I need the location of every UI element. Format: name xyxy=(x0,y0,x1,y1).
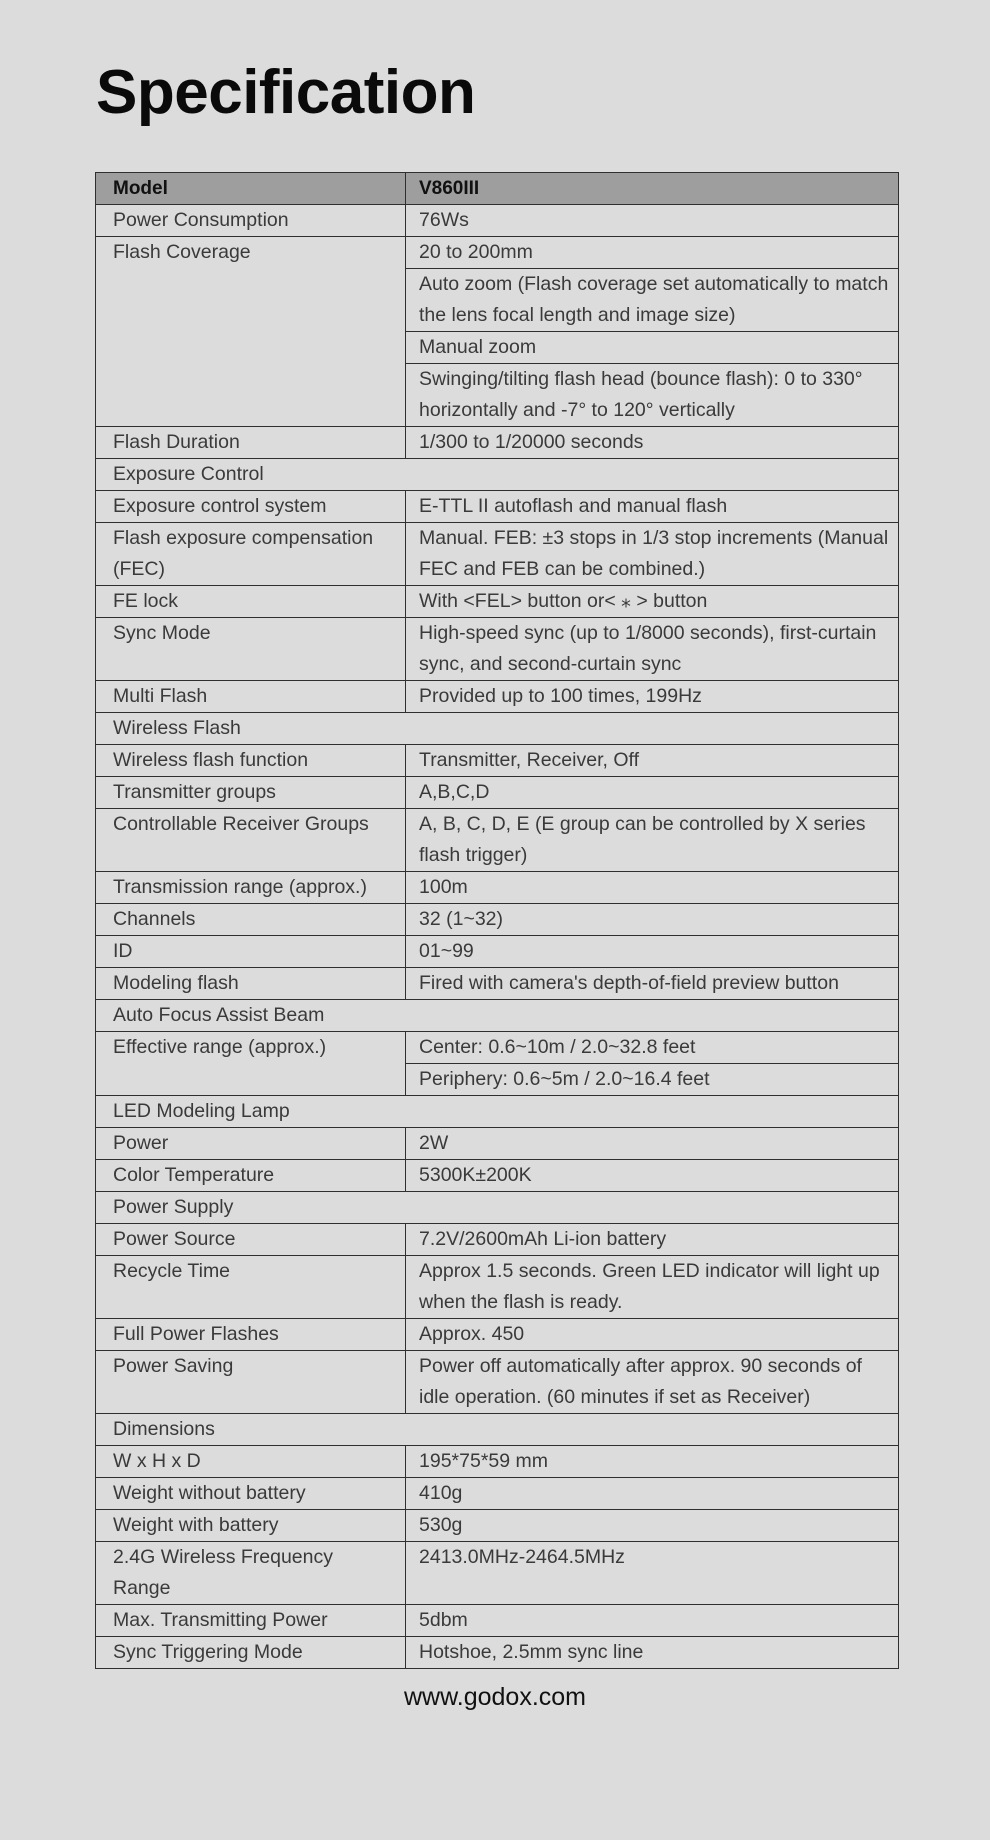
spec-value: Approx. 450 xyxy=(406,1319,899,1351)
section-heading: Power Supply xyxy=(96,1192,899,1224)
header-value: V860III xyxy=(406,173,899,205)
spec-label: Sync Triggering Mode xyxy=(96,1637,406,1669)
spec-value: 76Ws xyxy=(406,205,899,237)
spec-value: E-TTL II autoflash and manual flash xyxy=(406,491,899,523)
spec-table-body xyxy=(96,205,899,1669)
spec-value: Provided up to 100 times, 199Hz xyxy=(406,681,899,713)
spec-value: 100m xyxy=(406,872,899,904)
section-heading: LED Modeling Lamp xyxy=(96,1096,899,1128)
table-row xyxy=(96,745,899,777)
spec-value: 2413.0MHz-2464.5MHz xyxy=(406,1542,899,1605)
spec-label: Color Temperature xyxy=(96,1160,406,1192)
spec-value: 32 (1~32) xyxy=(406,904,899,936)
spec-label: Transmitter groups xyxy=(96,777,406,809)
spec-label: Power xyxy=(96,1128,406,1160)
spec-value: Manual zoom xyxy=(406,332,899,364)
table-row xyxy=(96,777,899,809)
spec-label: Wireless flash function xyxy=(96,745,406,777)
website-url: www.godox.com xyxy=(403,1683,587,1711)
spec-label: Power Source xyxy=(96,1224,406,1256)
table-row xyxy=(96,1605,899,1637)
spec-value: 1/300 to 1/20000 seconds xyxy=(406,427,899,459)
spec-label: Max. Transmitting Power xyxy=(96,1605,406,1637)
table-row xyxy=(96,809,899,872)
spec-value: Center: 0.6~10m / 2.0~32.8 feet xyxy=(406,1032,899,1064)
spec-label: Controllable Receiver Groups xyxy=(96,809,406,872)
spec-value: A,B,C,D xyxy=(406,777,899,809)
spec-value: 195*75*59 mm xyxy=(406,1446,899,1478)
spec-label: W x H x D xyxy=(96,1446,406,1478)
spec-label: Channels xyxy=(96,904,406,936)
spec-value: Fired with camera's depth-of-field preview button xyxy=(406,968,899,1000)
spec-value: 5dbm xyxy=(406,1605,899,1637)
spec-label: 2.4G Wireless Frequency Range xyxy=(96,1542,406,1605)
spec-label: Flash exposure compensation (FEC) xyxy=(96,523,406,586)
table-row xyxy=(96,1446,899,1478)
section-heading: Dimensions xyxy=(96,1414,899,1446)
spec-value: Manual. FEB: ±3 stops in 1/3 stop increments (Manual FEC and FEB can be combined.) xyxy=(406,523,899,586)
table-row xyxy=(96,618,899,681)
table-row xyxy=(96,523,899,586)
table-row xyxy=(96,427,899,459)
table-row xyxy=(96,1256,899,1319)
spec-label: Flash Duration xyxy=(96,427,406,459)
table-row xyxy=(96,586,899,618)
table-row xyxy=(96,1637,899,1669)
table-row xyxy=(96,968,899,1000)
spec-value: Transmitter, Receiver, Off xyxy=(406,745,899,777)
spec-value: Auto zoom (Flash coverage set automatically to match the lens focal length and image size) xyxy=(406,269,899,332)
spec-label: Modeling flash xyxy=(96,968,406,1000)
spec-value: 7.2V/2600mAh Li-ion battery xyxy=(406,1224,899,1256)
table-row xyxy=(96,1510,899,1542)
spec-value: Power off automatically after approx. 90 seconds of idle operation. (60 minutes if set as Receiver) xyxy=(406,1351,899,1414)
spec-value: Periphery: 0.6~5m / 2.0~16.4 feet xyxy=(406,1064,899,1096)
table-row xyxy=(96,1542,899,1605)
section-row xyxy=(96,1000,899,1032)
spec-label: Exposure control system xyxy=(96,491,406,523)
spec-value: High-speed sync (up to 1/8000 seconds), first-curtain sync, and second-curtain sync xyxy=(406,618,899,681)
table-row xyxy=(96,237,899,269)
spec-label: Power Saving xyxy=(96,1351,406,1414)
section-row xyxy=(96,1096,899,1128)
section-row xyxy=(96,1192,899,1224)
table-row xyxy=(96,491,899,523)
section-heading: Exposure Control xyxy=(96,459,899,491)
spec-value: Swinging/tilting flash head (bounce flash): 0 to 330° horizontally and -7° to 120° vertically xyxy=(406,364,899,427)
table-row xyxy=(96,681,899,713)
table-row xyxy=(96,904,899,936)
spec-label: ID xyxy=(96,936,406,968)
spec-table xyxy=(95,172,899,1669)
spec-label: Weight with battery xyxy=(96,1510,406,1542)
section-row xyxy=(96,459,899,491)
table-row xyxy=(96,1032,899,1064)
spec-label: FE lock xyxy=(96,586,406,618)
table-row xyxy=(96,936,899,968)
spec-value: 01~99 xyxy=(406,936,899,968)
spec-label: Sync Mode xyxy=(96,618,406,681)
spec-label: Flash Coverage xyxy=(96,237,406,427)
section-heading: Wireless Flash xyxy=(96,713,899,745)
spec-value: 410g xyxy=(406,1478,899,1510)
spec-label: Weight without battery xyxy=(96,1478,406,1510)
section-row xyxy=(96,1414,899,1446)
table-row xyxy=(96,1224,899,1256)
header-label: Model xyxy=(96,173,406,205)
spec-label: Full Power Flashes xyxy=(96,1319,406,1351)
section-row xyxy=(96,713,899,745)
spec-value: 530g xyxy=(406,1510,899,1542)
spec-label: Transmission range (approx.) xyxy=(96,872,406,904)
table-row xyxy=(96,1478,899,1510)
spec-value: Hotshoe, 2.5mm sync line xyxy=(406,1637,899,1669)
table-row xyxy=(96,205,899,237)
spec-value: With <FEL> button or< ⁎ > button xyxy=(406,586,899,618)
table-row xyxy=(96,1128,899,1160)
table-row xyxy=(96,1319,899,1351)
spec-value: 2W xyxy=(406,1128,899,1160)
spec-value: 5300K±200K xyxy=(406,1160,899,1192)
spec-value: Approx 1.5 seconds. Green LED indicator will light up when the flash is ready. xyxy=(406,1256,899,1319)
spec-value: A, B, C, D, E (E group can be controlled by X series flash trigger) xyxy=(406,809,899,872)
table-header-row xyxy=(96,173,899,205)
page-title: Specification xyxy=(96,58,476,127)
table-row xyxy=(96,872,899,904)
spec-label: Multi Flash xyxy=(96,681,406,713)
spec-value: 20 to 200mm xyxy=(406,237,899,269)
spec-label: Effective range (approx.) xyxy=(96,1032,406,1096)
spec-label: Recycle Time xyxy=(96,1256,406,1319)
table-row xyxy=(96,1351,899,1414)
section-heading: Auto Focus Assist Beam xyxy=(96,1000,899,1032)
table-row xyxy=(96,1160,899,1192)
spec-label: Power Consumption xyxy=(96,205,406,237)
